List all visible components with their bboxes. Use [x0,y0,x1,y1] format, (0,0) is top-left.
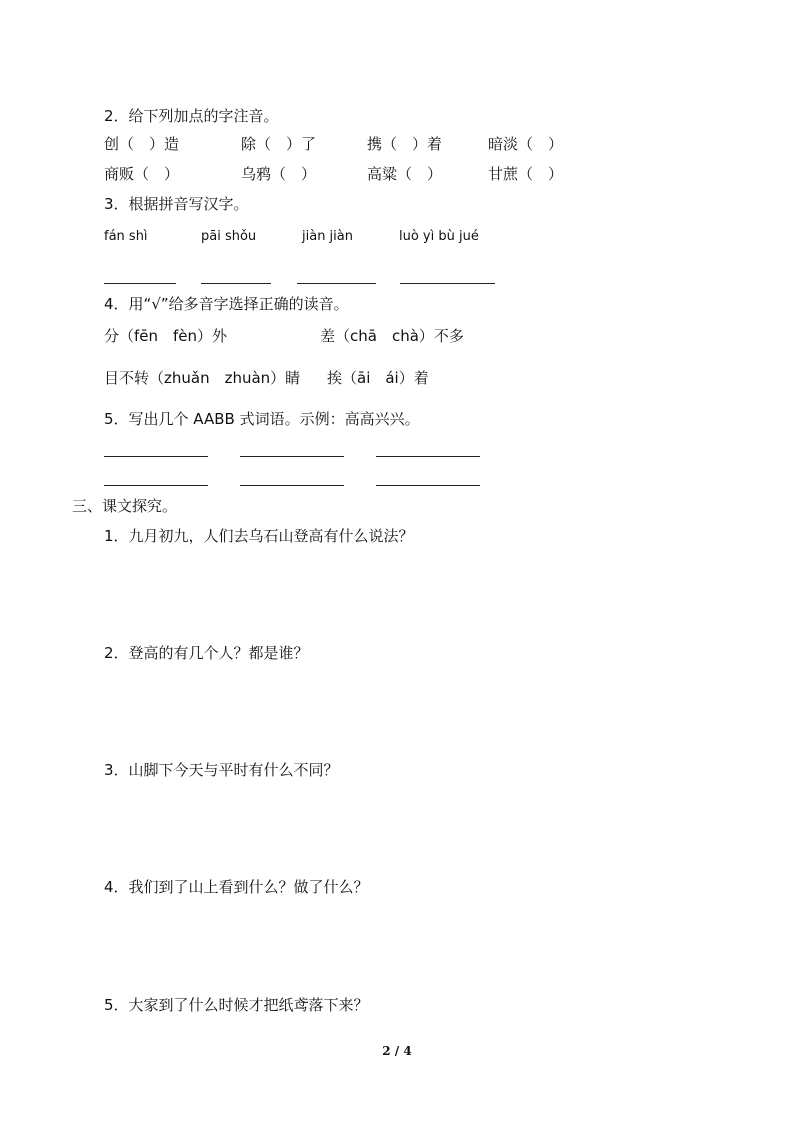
q4-item-3: 目不转（zhuǎn zhuàn）睛 [104,369,301,387]
q2-item-1: 创（ ）造 [104,135,180,153]
q3-title: 3．根据拼音写汉字。 [104,195,249,213]
section3-question-3: 3．山脚下今天与平时有什么不同？ [104,761,339,779]
q2-item-7: 高粱（ ） [367,165,443,183]
section3-title: 三、课文探究。 [72,497,178,515]
q2-item-4: 暗淡（ ） [488,135,564,153]
section3-question-2: 2．登高的有几个人？都是谁？ [104,644,309,662]
q3-answer-line-4[interactable] [400,283,495,284]
q5-answer-line-1[interactable] [104,456,208,457]
q2-item-6: 乌鸦（ ） [241,165,317,183]
q3-answer-line-3[interactable] [297,283,376,284]
q5-answer-line-2[interactable] [240,456,344,457]
q3-pinyin-2: pāi shǒu [201,229,257,244]
q4-item-1: 分（fēn fèn）外 [104,327,228,345]
q3-pinyin-3: jiàn jiàn [302,229,353,244]
q2-item-8: 甘蔗（ ） [488,165,564,183]
q5-title: 5．写出几个 AABB 式词语。示例：高高兴兴。 [104,410,420,428]
section3-question-4: 4．我们到了山上看到什么？做了什么？ [104,878,369,896]
q4-item-4: 挨（āi ái）着 [327,369,429,387]
section3-question-1: 1．九月初九，人们去乌石山登高有什么说法？ [104,527,414,545]
q3-pinyin-1: fán shì [104,229,148,244]
q3-answer-line-1[interactable] [104,283,176,284]
q5-answer-line-5[interactable] [240,485,344,486]
page-number: 2 / 4 [382,1044,412,1058]
q3-pinyin-4: luò yì bù jué [399,229,479,244]
q5-answer-line-6[interactable] [376,485,480,486]
q4-title: 4．用“√”给多音字选择正确的读音。 [104,295,349,313]
section3-question-5: 5．大家到了什么时候才把纸鸢落下来？ [104,996,369,1014]
q2-title: 2．给下列加点的字注音。 [104,107,279,125]
q5-answer-line-4[interactable] [104,485,208,486]
q3-answer-line-2[interactable] [201,283,271,284]
q2-item-2: 除（ ）了 [241,135,317,153]
q4-item-2: 差（chā chà）不多 [320,327,464,345]
q2-item-5: 商贩（ ） [104,165,180,183]
q5-answer-line-3[interactable] [376,456,480,457]
q2-item-3: 携（ ）着 [367,135,443,153]
